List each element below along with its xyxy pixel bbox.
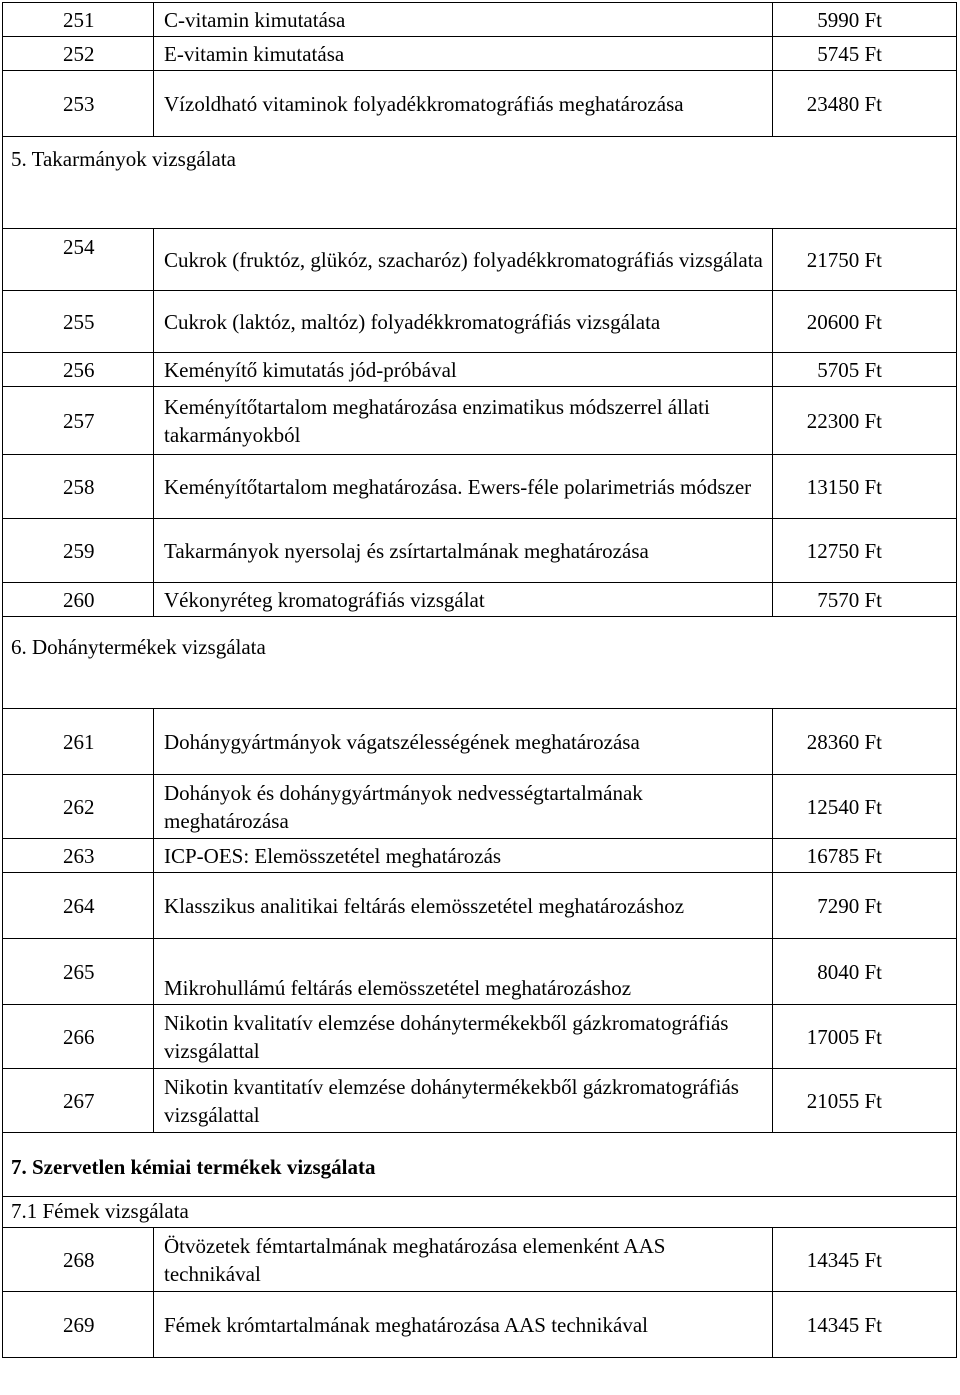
table-row [3,873,957,939]
item-description: Fémek krómtartalmának meghatározása AAS technikával [154,1292,773,1358]
item-description: Nikotin kvalitatív elemzése dohánytermékekből gázkromatográfiás vizsgálattal [154,1005,773,1069]
item-number: 263 [3,839,154,873]
item-price: 28360 Ft [773,709,957,775]
item-number: 259 [3,519,154,583]
item-number: 267 [3,1069,154,1133]
table-row [3,1292,957,1358]
item-price: 13150 Ft [773,455,957,519]
item-number: 264 [3,873,154,939]
item-price: 5745 Ft [773,37,957,71]
item-description: Klasszikus analitikai feltárás elemösszetétel meghatározáshoz [154,873,773,939]
subsection-row [3,1197,957,1228]
table-row [3,71,957,137]
item-price: 20600 Ft [773,291,957,353]
item-number: 253 [3,71,154,137]
item-price: 12540 Ft [773,775,957,839]
table-row [3,353,957,387]
section-row [3,1133,957,1197]
item-price: 17005 Ft [773,1005,957,1069]
item-price: 7570 Ft [773,583,957,617]
item-number: 269 [3,1292,154,1358]
item-description: Keményítő kimutatás jód-próbával [154,353,773,387]
item-price: 7290 Ft [773,873,957,939]
table-row [3,939,957,1005]
table-row [3,583,957,617]
item-number: 256 [3,353,154,387]
section-heading: 6. Dohánytermékek vizsgálata [3,617,957,709]
price-table [2,2,957,1358]
table-row [3,3,957,37]
table-row [3,709,957,775]
table-row [3,839,957,873]
section-heading: 7. Szervetlen kémiai termékek vizsgálata [3,1133,957,1197]
item-price: 21055 Ft [773,1069,957,1133]
item-number: 258 [3,455,154,519]
table-row [3,775,957,839]
item-description: Dohányok és dohánygyártmányok nedvességtartalmának meghatározása [154,775,773,839]
item-price: 5705 Ft [773,353,957,387]
table-row [3,1228,957,1292]
item-description: Keményítőtartalom meghatározása. Ewers-féle polarimetriás módszer [154,455,773,519]
item-description: Keményítőtartalom meghatározása enzimatikus módszerrel állati takarmányokból [154,387,773,455]
item-description: Cukrok (laktóz, maltóz) folyadékkromatográfiás vizsgálata [154,291,773,353]
item-description: Nikotin kvantitatív elemzése dohánytermékekből gázkromatográfiás vizsgálattal [154,1069,773,1133]
section-heading: 5. Takarmányok vizsgálata [3,137,957,229]
item-price: 22300 Ft [773,387,957,455]
item-description: Vízoldható vitaminok folyadékkromatográfiás meghatározása [154,71,773,137]
item-price: 23480 Ft [773,71,957,137]
item-description: C-vitamin kimutatása [154,3,773,37]
item-number: 252 [3,37,154,71]
item-description: Mikrohullámú feltárás elemösszetétel meghatározáshoz [154,939,773,1005]
section-row [3,137,957,229]
item-description: Dohánygyártmányok vágatszélességének meghatározása [154,709,773,775]
item-description: ICP-OES: Elemösszetétel meghatározás [154,839,773,873]
table-row [3,455,957,519]
item-description: Takarmányok nyersolaj és zsírtartalmának meghatározása [154,519,773,583]
subsection-heading: 7.1 Fémek vizsgálata [3,1197,957,1228]
table-row [3,1069,957,1133]
table-row [3,1005,957,1069]
price-list-page [2,2,956,1358]
item-price: 8040 Ft [773,939,957,1005]
item-description: Ötvözetek fémtartalmának meghatározása elemenként AAS technikával [154,1228,773,1292]
item-number: 255 [3,291,154,353]
item-price: 16785 Ft [773,839,957,873]
item-price: 5990 Ft [773,3,957,37]
item-number: 266 [3,1005,154,1069]
item-number: 254 [3,229,154,291]
item-description: Cukrok (fruktóz, glükóz, szacharóz) folyadékkromatográfiás vizsgálata [154,229,773,291]
item-description: E-vitamin kimutatása [154,37,773,71]
item-number: 251 [3,3,154,37]
item-number: 265 [3,939,154,1005]
item-number: 261 [3,709,154,775]
table-row [3,291,957,353]
table-row [3,519,957,583]
section-row [3,617,957,709]
table-row [3,229,957,291]
item-price: 14345 Ft [773,1292,957,1358]
table-row [3,387,957,455]
table-row [3,37,957,71]
item-number: 257 [3,387,154,455]
item-price: 21750 Ft [773,229,957,291]
item-number: 262 [3,775,154,839]
item-price: 12750 Ft [773,519,957,583]
item-description: Vékonyréteg kromatográfiás vizsgálat [154,583,773,617]
item-number: 268 [3,1228,154,1292]
item-price: 14345 Ft [773,1228,957,1292]
item-number: 260 [3,583,154,617]
